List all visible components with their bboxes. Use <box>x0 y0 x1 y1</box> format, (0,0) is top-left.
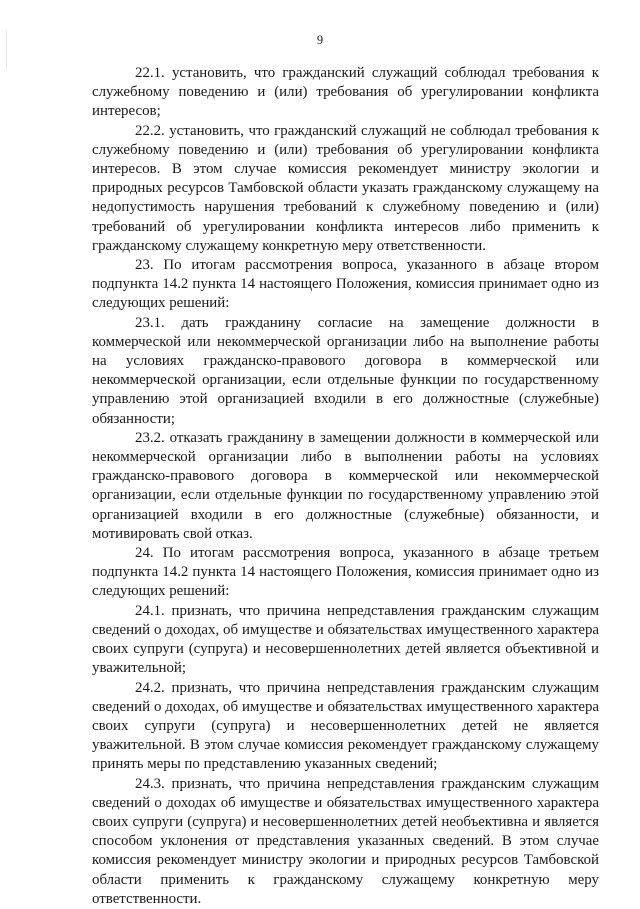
paragraph-23-1: 23.1. дать гражданину согласие на замещение должности в коммерческой или некоммерческой организации либо на выполнение работы на условиях гражданско-правового договора в коммерческой или некоммерческой организации, если отдельные функции по государственному управлению этой организацией входили в его должностные (служебные) обязанности; <box>92 314 599 427</box>
paragraph-23: 23. По итогам рассмотрения вопроса, указанного в абзаце втором подпункта 14.2 пункта 14 настоящего Положения, комиссия принимает одно из следующих решений: <box>92 257 599 312</box>
page-number: 9 <box>316 33 324 47</box>
paragraph-24-3: 24.3. признать, что причина непредставления гражданским служащим сведений о доходах об имуществе и обязательствах имущественного характера своих супруги (супруга) и несовершеннолетних детей необъективна и является способом уклонения от представления указанных сведений. В этом случае комиссия рекомендует министру экологии и природных ресурсов Тамбовской области применить к гражданскому служащему конкретную меру ответственности. <box>92 775 599 907</box>
paragraph-24: 24. По итогам рассмотрения вопроса, указанного в абзаце третьем подпункта 14.2 пункта 14 настоящего Положения, комиссия принимает одно из следующих решений: <box>92 545 599 600</box>
paragraph-24-1: 24.1. признать, что причина непредставления гражданским служащим сведений о доходах, об имуществе и обязательствах имущественного характера своих супруги (супруга) и несовершеннолетних детей является объективной и уважительной; <box>92 602 599 677</box>
paragraph-24-2: 24.2. признать, что причина непредставления гражданским служащим сведений о доходах, об имуществе и обязательствах имущественного характера своих супруги (супруга) и несовершеннолетних детей не является уважительной. В этом случае комиссия рекомендует гражданскому служащему принять меры по представлению указанных сведений; <box>92 679 599 773</box>
paragraph-22-1: 22.1. установить, что гражданский служащий соблюдал требования к служебному поведению и (или) требования об урегулировании конфликта интересов; <box>92 65 599 120</box>
paragraph-23-2: 23.2. отказать гражданину в замещении должности в коммерческой или некоммерческой организации либо в выполнении работы на условиях гражданско-правового договора в коммерческой или некоммерческой организации, если отдельные функции по государственному управлению этой организацией входили в его должностные (служебные) обязанности, и мотивировать свой отказ. <box>92 429 599 542</box>
paragraph-22-2: 22.2. установить, что гражданский служащий не соблюдал требования к служебному поведению и (или) требования об урегулировании конфликта интересов. В этом случае комиссия рекомендует министру экологии и природных ресурсов Тамбовской области указать гражданскому служащему на недопустимость нарушения требований к служебному поведению и (или) требований об урегулировании конфликта интересов либо применить к гражданскому служащему конкретную меру ответственности. <box>92 122 599 254</box>
document-body <box>92 64 599 909</box>
